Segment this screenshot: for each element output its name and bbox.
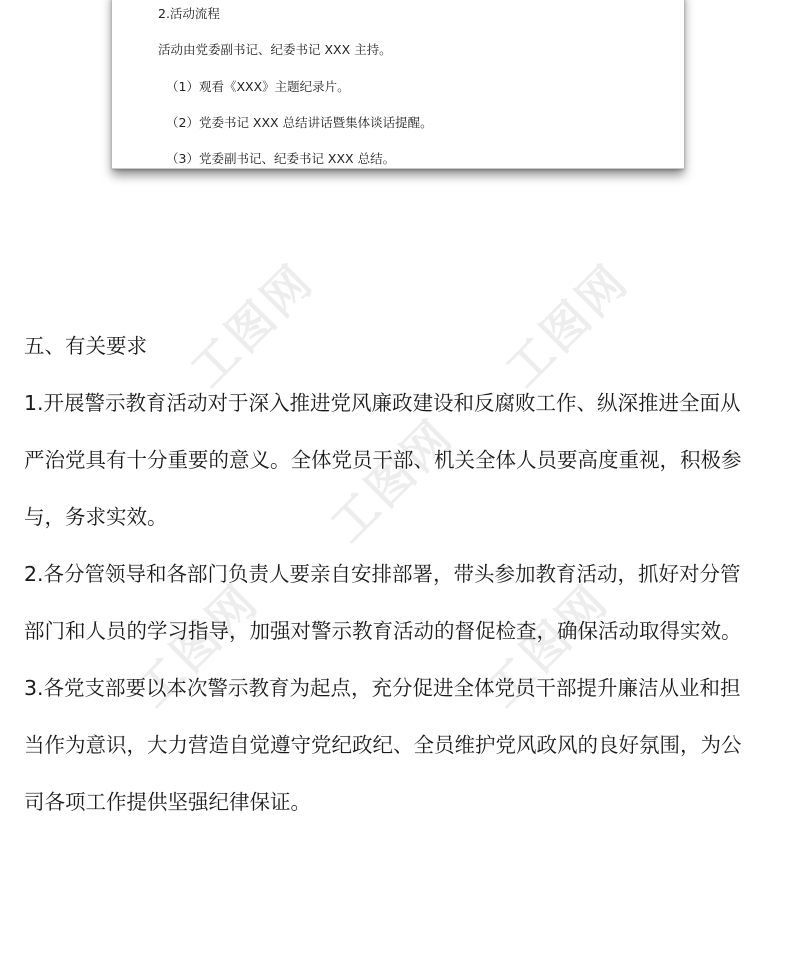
watermark: 工图网 — [474, 572, 620, 718]
paragraph-line: 1.开展警示教育活动对于深入推进党风廉政建设和反腐败工作、纵深推进全面从 — [24, 391, 741, 415]
card-heading: 2.活动流程 — [158, 6, 220, 21]
paragraph-line: 司各项工作提供坚强纪律保证。 — [24, 790, 311, 814]
paragraph-line: 当作为意识，大力营造自觉遵守党纪政纪、全员维护党风政风的良好氛围，为公 — [24, 733, 742, 757]
watermark: 工图网 — [494, 252, 640, 398]
paragraph-line: 3.各党支部要以本次警示教育为起点，充分促进全体党员干部提升廉洁从业和担 — [24, 676, 741, 700]
watermark: 工图网 — [124, 572, 270, 718]
section-title: 五、有关要求 — [24, 334, 147, 358]
paragraph-line: 部门和人员的学习指导，加强对警示教育活动的督促检查，确保活动取得实效。 — [24, 619, 742, 643]
card-step-2: （2）党委书记 XXX 总结讲话暨集体谈话提醒。 — [166, 115, 433, 130]
card-step-3: （3）党委副书记、纪委书记 XXX 总结。 — [166, 151, 396, 166]
paragraph-line: 严治党具有十分重要的意义。全体党员干部、机关全体人员要高度重视，积极参 — [24, 448, 742, 472]
paragraph-line: 与，务求实效。 — [24, 505, 168, 529]
card-intro: 活动由党委副书记、纪委书记 XXX 主持。 — [158, 42, 392, 57]
watermark: 工图网 — [319, 407, 465, 553]
watermark: 工图网 — [179, 252, 325, 398]
paragraph-line: 2.各分管领导和各部门负责人要亲自安排部署，带头参加教育活动，抓好对分管 — [24, 562, 741, 586]
document-preview-card — [112, 0, 684, 169]
card-step-1: （1）观看《XXX》主题纪录片。 — [166, 79, 350, 94]
